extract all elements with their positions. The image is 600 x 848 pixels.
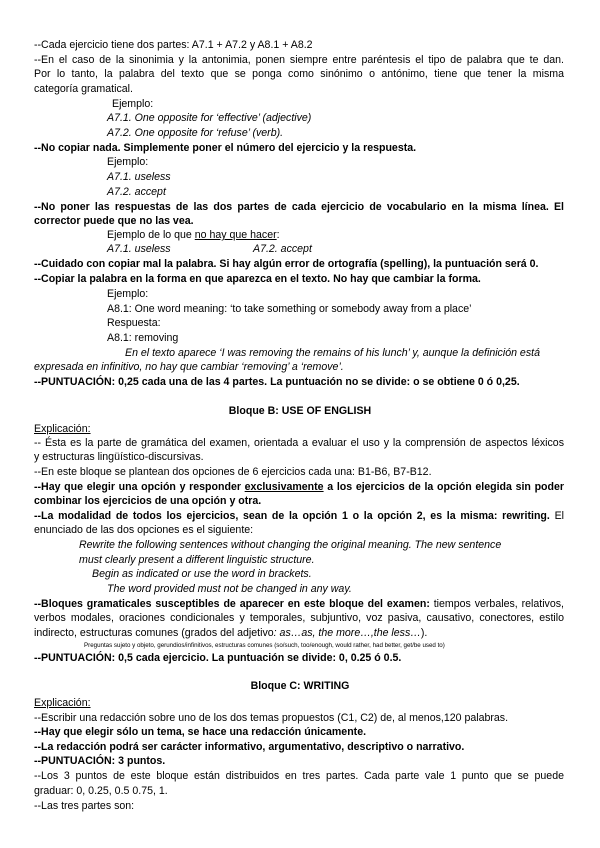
rule-line: --La redacción podrá ser carácter informativo, argumentativo, descriptivo o narrativo. <box>34 741 465 753</box>
section-title-b: Bloque B: USE OF ENGLISH <box>228 405 372 417</box>
example-label: Respuesta: <box>107 317 161 329</box>
rule-line: --Cuidado con copiar mal la palabra. Si hay algún error de ortografía (spelling), la puntuación será 0. <box>34 258 539 270</box>
instruction-quote: Rewrite the following sentences without changing the original meaning. The new sentence <box>79 539 502 551</box>
rule-line: --No poner las respuestas de las dos partes de cada ejercicio de vocabulario en la misma línea. El <box>34 201 564 213</box>
text-line: --En el caso de la sinonimia y la antonimia, ponen siempre entre paréntesis el tipo de palabra que te dan. <box>34 54 564 66</box>
example-item: A8.1: removing <box>107 332 179 344</box>
text-line: -- Ésta es la parte de gramática del examen, orientada a evaluar el uso y la comprensión de aspectos léxicos <box>34 437 564 449</box>
plain-text: ). <box>420 627 428 639</box>
small-note: Preguntas sujeto y objeto, gerundios/infinitivos, estructuras comunes (so/such, too/enough, would rather, had better, get/be used to) <box>84 642 445 649</box>
example-label: Ejemplo: <box>112 98 154 110</box>
text-line: categoría gramatical. <box>34 83 133 95</box>
example-label-text: Ejemplo de lo que <box>107 229 195 241</box>
text-line: --Escribir una redacción sobre uno de los dos temas propuestos (C1, C2) de, al menos,120 palabras. <box>34 712 509 724</box>
rule-line <box>34 481 564 494</box>
rule-line: --Hay que elegir sólo un tema, se hace una redacción únicamente. <box>34 726 367 738</box>
rule-line: --No copiar nada. Simplemente poner el número del ejercicio y la respuesta. <box>34 142 417 154</box>
instruction-quote: must clearly present a different linguistic structure. <box>79 554 315 566</box>
plain-text: tiempos verbales, relativos, <box>429 598 564 610</box>
text-line <box>34 598 564 611</box>
plain-text: indirecto, estructuras comunes (grados del adjetivo <box>34 627 274 639</box>
instruction-quote: The word provided must not be changed in any way. <box>107 583 352 595</box>
text-line <box>34 627 427 640</box>
example-comment: expresada en infinitivo, no hay que cambiar ‘removing’ a ‘remove’. <box>34 361 344 373</box>
score-line: --PUNTUACIÓN: 3 puntos. <box>34 755 166 767</box>
rule-line: corrector puede que no las vea. <box>34 215 194 227</box>
text-line: verbos modales, oraciones condicionales y temporales, subjuntivo, voz pasiva, causativo, conectores, estilo <box>34 612 564 624</box>
text-line: --Los 3 puntos de este bloque están distribuidos en tres partes. Cada parte vale 1 punto que se puede <box>34 770 564 782</box>
explicacion-heading: Explicación: <box>34 697 91 709</box>
text-line <box>34 510 564 523</box>
example-item: A7.2. accept <box>107 186 166 198</box>
score-line: --PUNTUACIÓN: 0,5 cada ejercicio. La puntuación se divide: 0, 0.25 ó 0.5. <box>34 652 402 664</box>
example-label: Ejemplo: <box>107 156 149 168</box>
example-comment: En el texto aparece ‘I was removing the remains of his lunch’ y, aunque la definición está <box>125 347 540 359</box>
instruction-quote: Begin as indicated or use the word in brackets. <box>92 568 312 580</box>
text-line: --Las tres partes son: <box>34 800 135 812</box>
text-line: enunciado de las dos opciones es el siguiente: <box>34 524 254 536</box>
text-line: graduar: 0, 0.25, 0.5 0.75, 1. <box>34 785 168 797</box>
section-title-c: Bloque C: WRITING <box>250 680 350 692</box>
plain-text: El <box>549 510 564 522</box>
example-item: A7.2. One opposite for ‘refuse’ (verb). <box>107 127 284 139</box>
example-item: A8.1: One word meaning: ‘to take something or somebody away from a place’ <box>107 303 472 315</box>
text-line: --En este bloque se plantean dos opciones de 6 ejercicios cada una: B1-B6, B7-B12. <box>34 466 432 478</box>
example-label: Ejemplo: <box>107 288 149 300</box>
explicacion-heading: Explicación: <box>34 423 91 435</box>
example-item: A7.1. useless <box>107 171 171 183</box>
example-item: A7.1. useless <box>107 243 171 255</box>
bold-text: --Bloques gramaticales susceptibles de aparecer en este bloque del examen: <box>34 598 430 610</box>
example-item: A7.1. One opposite for ‘effective’ (adjective) <box>107 112 312 124</box>
example-label-colon: : <box>276 229 280 241</box>
rule-text: a los ejercicios de la opción elegida sin poder <box>323 481 564 493</box>
example-label-underlined: no hay que hacer <box>194 229 277 241</box>
bold-text: --La modalidad de todos los ejercicios, sean de la opción 1 o la opción 2, es la misma: rewriting. <box>34 510 550 522</box>
score-line: --PUNTUACIÓN: 0,25 cada una de las 4 partes. La puntuación no se divide: o se obtiene 0 ó 0,25. <box>34 376 520 388</box>
rule-underlined: exclusivamente <box>244 481 324 493</box>
example-label <box>107 229 280 242</box>
rule-text: --Hay que elegir una opción y responder <box>34 481 245 493</box>
text-line: y estructuras lingüístico-discursivas. <box>34 451 204 463</box>
rule-line: combinar los ejercicios de una opción y otra. <box>34 495 262 507</box>
text-line: Por lo tanto, la palabra del texto que se ponga como sinónimo o antónimo, tiene que tener la misma <box>34 68 564 80</box>
italic-text: : as…as, the more…,the less… <box>273 627 421 639</box>
text-line: --Cada ejercicio tiene dos partes: A7.1 + A7.2 y A8.1 + A8.2 <box>34 39 313 51</box>
example-item: A7.2. accept <box>253 243 312 255</box>
rule-line: --Copiar la palabra en la forma en que aparezca en el texto. No hay que cambiar la forma. <box>34 273 481 285</box>
